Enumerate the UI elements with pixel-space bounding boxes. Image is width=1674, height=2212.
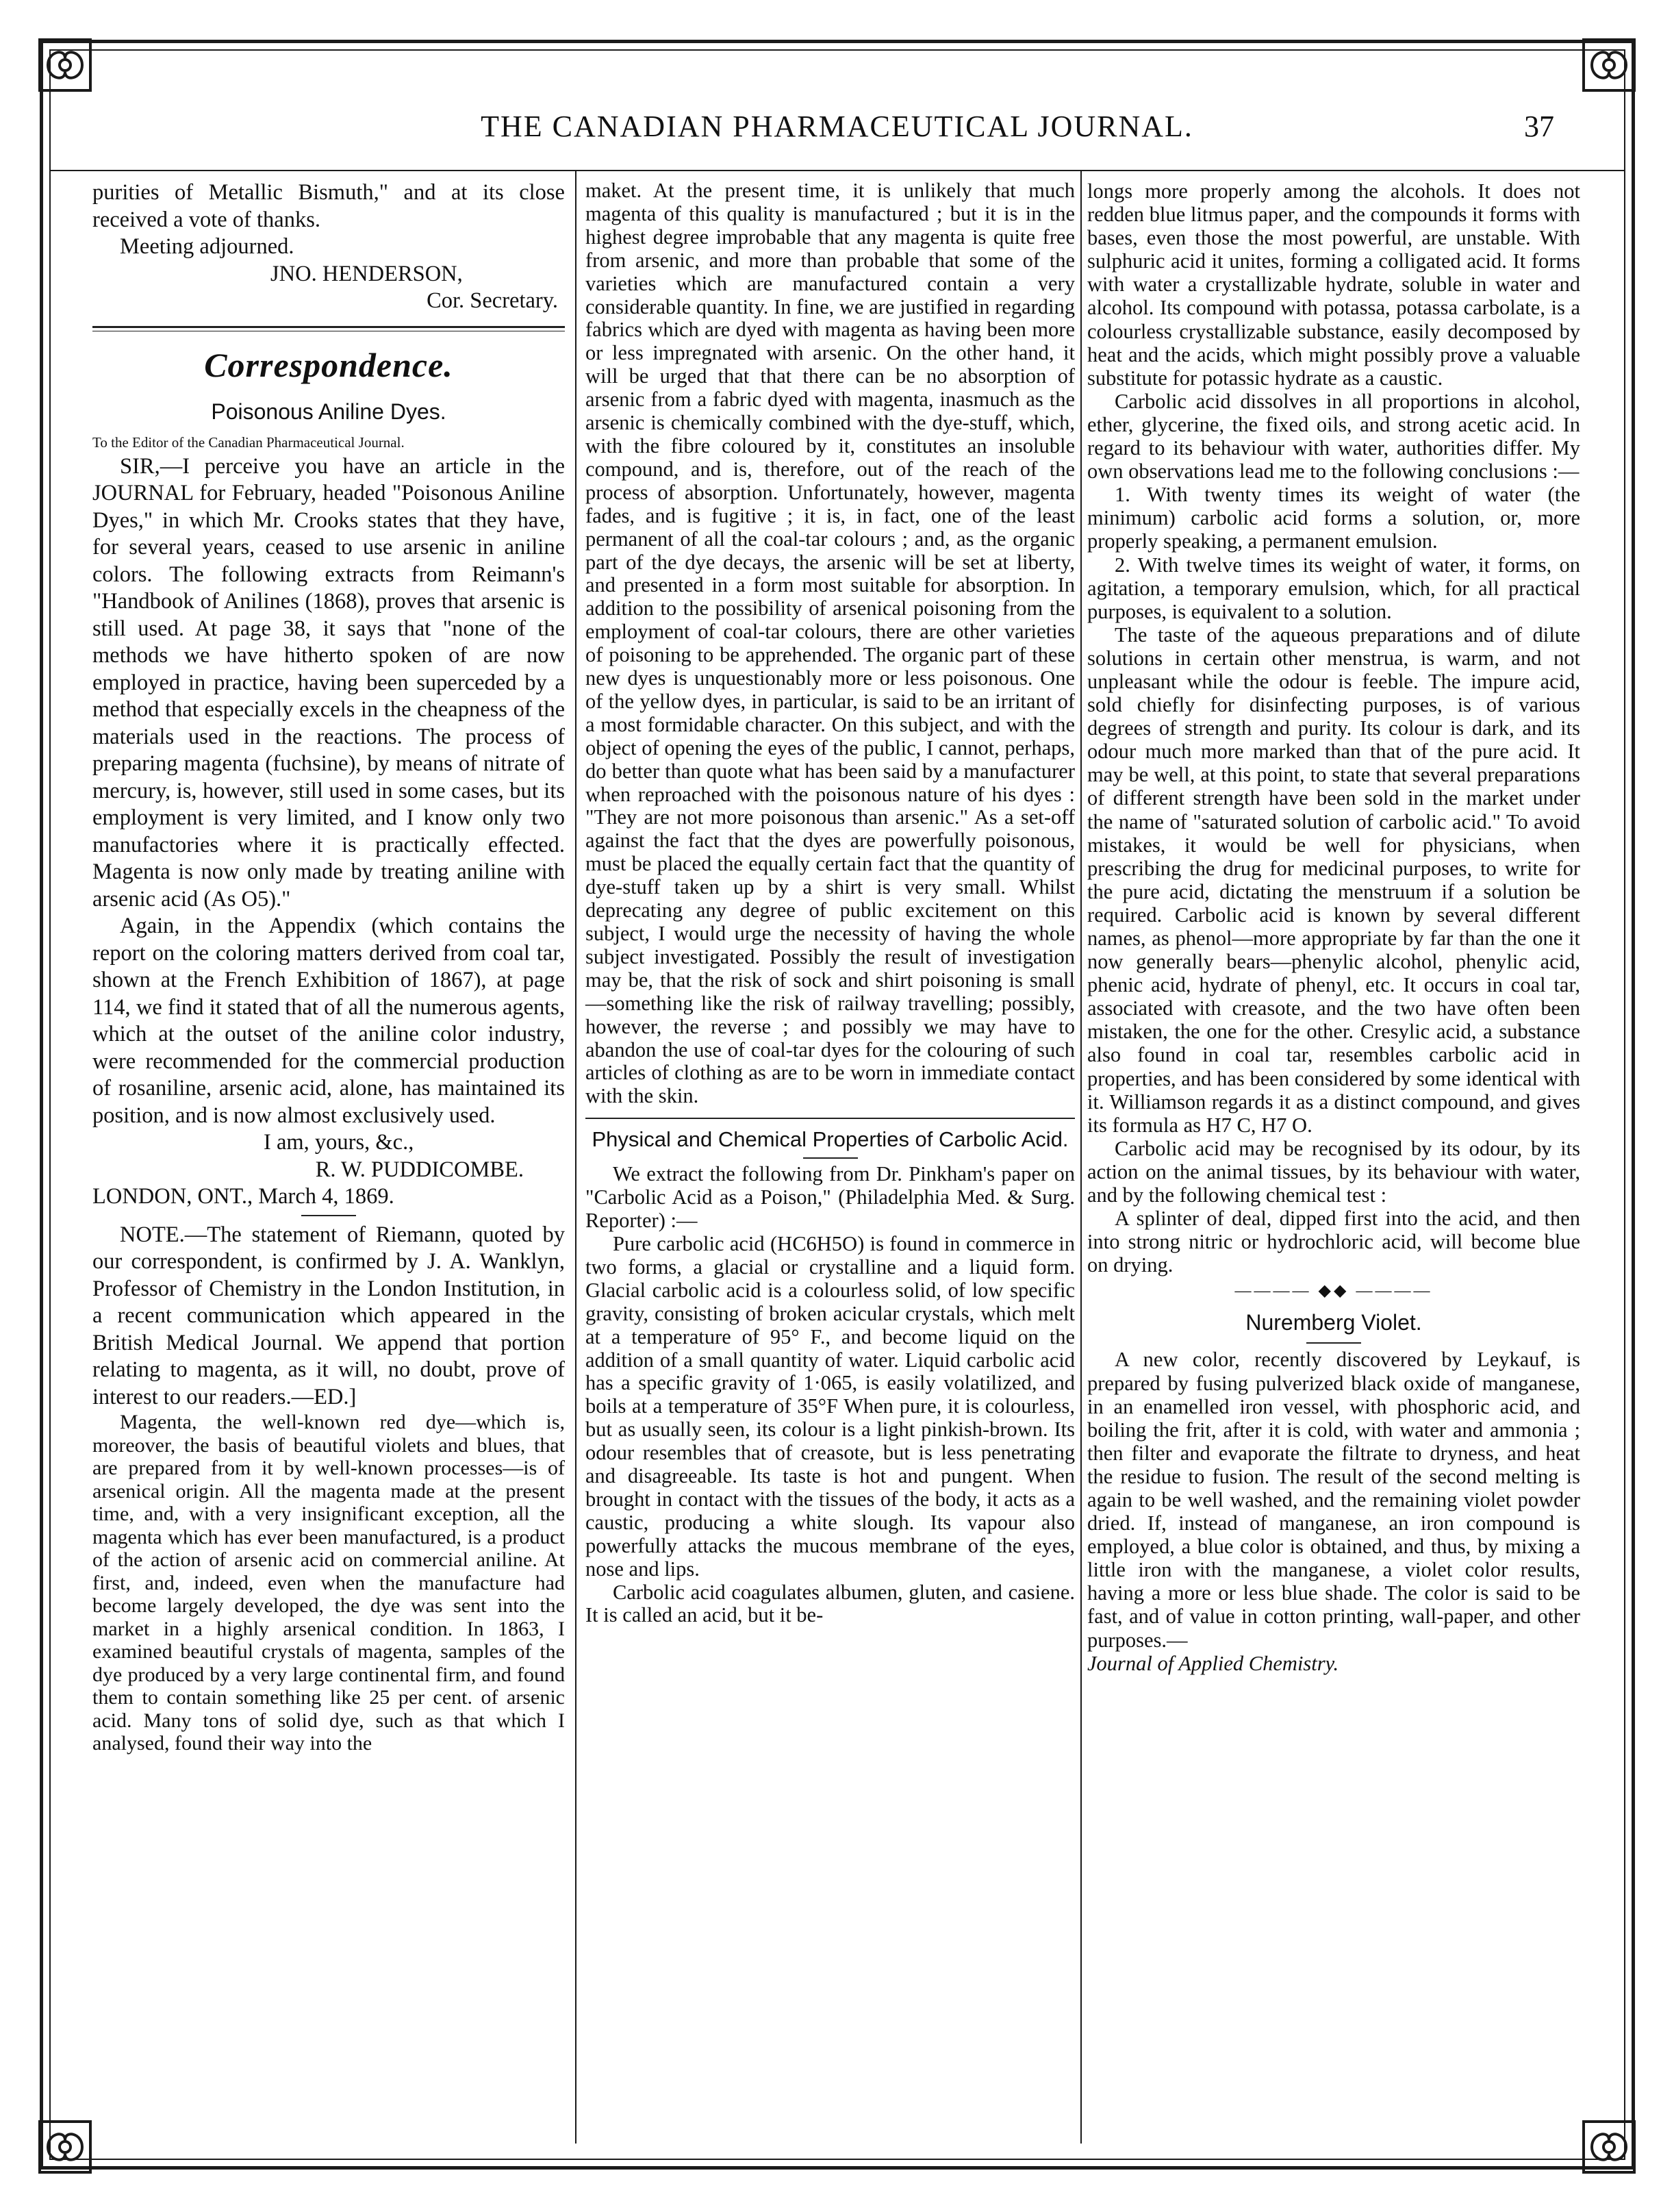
section-rule xyxy=(585,1118,1075,1119)
corner-ornament-icon xyxy=(1571,27,1647,103)
paragraph: Carbolic acid may be recognised by its odour, by its action on the animal tissues, by its behaviour with water, and by the following chemical test : xyxy=(1087,1136,1580,1207)
corner-ornament-icon xyxy=(27,27,103,103)
column-1 xyxy=(92,179,565,1755)
section-title: Correspondence. xyxy=(204,345,453,384)
column-rule xyxy=(1080,171,1082,2144)
running-head: THE CANADIAN PHARMACEUTICAL JOURNAL. xyxy=(481,110,1193,143)
article-title: Poisonous Aniline Dyes. xyxy=(211,399,446,424)
paragraph: The taste of the aqueous preparations and of dilute solutions in certain other menstrua, is warm, and not unpleasant while the odour is feeble. The impure acid, sold chiefly for disinfecting purposes, is of various degrees of strength and purity. Its colour is dark, and its odour much more marked than that of the pure acid. It may be well, at this point, to state that several preparations of different strength have been sold in the market under the name of "saturated solution of carbolic acid." To avoid mistakes, it would be well for physicians, when prescribing the drug for medicinal purposes, to write for the pure acid, dictating the menstruum if a solution be required. Carbolic acid is known by several different names, as phenol—more appropriate by far than the one it now generally bears—phenylic alcohol, phenylic acid, phenic acid, hydrate of phenyl, etc. It occurs in coal tar, associated with creasote, and the two have often been mistaken, the one for the other. Cresylic acid, a substance also found in coal tar, resembles carbolic acid in properties, and has been considered by some identical with it. Williamson regards it as a distinct compound, and gives its formula as H7 C, H7 O. xyxy=(1087,623,1580,1137)
paragraph: longs more properly among the alcohols. It does not redden blue litmus paper, and the compounds it forms with bases, even those the most powerful, are unstable. With sulphuric acid it unites, forming a colligated acid. It forms with water a crystallizable hydrate, soluble in water and alcohol. Its compound with potassa, potassa carbolate, is a colourless crystallizable substance, easily decomposed by heat and the acids, which might possibly prove a valuable substitute for potassic hydrate as a caustic. xyxy=(1087,179,1580,390)
paragraph: 2. With twelve times its weight of water, it forms, on agitation, a temporary emulsion, which, for all practical purposes, is equivalent to a solution. xyxy=(1087,553,1580,623)
closing-name: R. W. PUDDICOMBE. xyxy=(315,1157,524,1182)
short-rule xyxy=(301,1215,356,1216)
column-2 xyxy=(585,179,1075,1627)
closing-line: I am, yours, &c., xyxy=(264,1130,414,1155)
dateline: LONDON, ONT., March 4, 1869. xyxy=(92,1184,394,1209)
paragraph: Carbolic acid dissolves in all proportions in alcohol, ether, glycerine, the fixed oils, and strong acetic acid. In regard to its behaviour with water, authorities differ. My own observations lead me to the following conclusions :— xyxy=(1087,389,1580,483)
paragraph: A new color, recently discovered by Leykauf, is prepared by fusing pulverized black oxide of manganese, in an enamelled iron vessel, with phosphoric acid, and boiling the frit, after it is cold, with water and ammonia ; then filter and evaporate the filtrate to dryness, and heat the residue to fusion. The result of the second melting is again to be well washed, and the remaining violet powder dried. If, instead of manganese, an iron compound is employed, a blue color is obtained, and thus, by mixing a little iron with the manganese, a violet color results, having a more or less blue shade. The color is said to be fast, and of value in cotton printing, wall-paper, and other purposes.— xyxy=(1087,1348,1580,1652)
short-rule xyxy=(803,1157,858,1159)
paragraph: 1. With twenty times its weight of water (the minimum) carbolic acid forms a solution, or, more properly speaking, a permanent emulsion. xyxy=(1087,483,1580,553)
divider-ornament: ———— ◆◆ ———— xyxy=(1234,1282,1433,1300)
column-3 xyxy=(1087,179,1580,1675)
paragraph: purities of Metallic Bismuth," and at its close received a vote of thanks. xyxy=(92,180,565,232)
address-line: To the Editor of the Canadian Pharmaceutical Journal. xyxy=(92,433,405,451)
column-rule xyxy=(575,171,576,2144)
paragraph: SIR,—I perceive you have an article in the JOURNAL for February, headed "Poisonous Aniline Dyes," in which Mr. Crooks states that they have, for several years, ceased to use arsenic in aniline colors. The following extracts from Reimann's "Handbook of Anilines (1868), proves that arsenic is still used. At page 38, it says that "none of the methods we have hitherto spoken of are now employed in practice, having been superceded by a method that especially excels in the cheapness of the materials used in the reactions. The process of preparing magenta (fuchsine), by means of nitrate of mercury, is, however, still used in some cases, but its employment is very limited, and I know only two manufactories where it is practically effected. Magenta is now only made by treating aniline with arsenic acid (As O5)." xyxy=(92,453,565,912)
page-number: 37 xyxy=(1524,110,1554,143)
corner-ornament-icon xyxy=(27,2109,103,2185)
paragraph: Magenta, the well-known red dye—which is, moreover, the basis of beautiful violets and blues, that are prepared from it by well-known processes—is of arsenical origin. All the magenta made at the present time, and, with a very insignificant exception, all the magenta which has ever been manufactured, is a product of the action of arsenic acid on commercial aniline. At first, and, indeed, even when the manufacture had become largely developed, the dye was sent into the market in a highly arsenical condition. In 1863, I examined beautiful crystals of magenta, samples of the dye produced by a very large continental firm, and found them to contain something like 25 per cent. of arsenic acid. Many tons of solid dye, such as that which I analysed, found their way into the xyxy=(92,1411,565,1755)
short-rule xyxy=(1306,1342,1361,1344)
corner-ornament-icon xyxy=(1571,2109,1647,2185)
paragraph: Carbolic acid coagulates albumen, gluten, and casiene. It is called an acid, but it be- xyxy=(585,1580,1075,1627)
section-rule xyxy=(92,326,565,331)
paragraph: Again, in the Appendix (which contains the report on the coloring matters derived from coal tar, shown at the French Exhibition of 1867), at page 114, we find it stated that of all the numerous agents, which at the outset of the aniline color industry, were recommended for the commercial production of rosaniline, arsenic acid, alone, has maintained its position, and is now almost exclusively used. xyxy=(92,914,565,1128)
paragraph: Pure carbolic acid (HC6H5O) is found in commerce in two forms, a glacial or crystalline and a liquid form. Glacial carbolic acid is a colourless solid, of low specific gravity, consisting of broken acicular crystals, which melt at a temperature of 95° F., and become liquid on the addition of a small quantity of water. Liquid carbolic acid has a specific gravity of 1·065, is easily volatilized, and boils at a temperature of 35°F When pure, it is colourless, but as usually seen, its colour is a light pinkish-brown. Its odour resembles that of creasote, but is less penetrating and disagreeable. Its taste is hot and pungent. When brought in contact with the tissues of the body, it acts as a caustic, producing a white slough. Its vapour also powerfully attacks the mucous membrane of the eyes, nose and lips. xyxy=(585,1231,1075,1581)
intro-paragraph: We extract the following from Dr. Pinkham's paper on "Carbolic Acid as a Poison," (Philadelphia Med. & Surg. Reporter) :— xyxy=(585,1162,1075,1233)
article-title: Nuremberg Violet. xyxy=(1245,1310,1422,1335)
paragraph: maket. At the present time, it is unlikely that much magenta of this quality is manufactured ; but it is in the highest degree improbable that any magenta is quite free from arsenic, and more than probable that some of the varieties which are manufactured contain a very considerable quantity. In fine, we are justified in regarding fabrics which are dyed with magenta as having been more or less impregnated with arsenic. On the other hand, it will be urged that that there can be no absorption of arsenic from a fabric dyed with magenta, inasmuch as the arsenic is chemically combined with the dye-stuff, which, with the fibre coloured by it, constitutes an insoluble compound, and is, therefore, out of the reach of the process of absorption. Unfortunately, however, magenta fades, and is fugitive ; it is, in fact, one of the least permanent of all the coal-tar colours ; and, as the organic part of the dye decays, the arsenic will be set at liberty, and presented in a form most suitable for absorption. In addition to the possibility of arsenical poisoning from the employment of coal-tar colours, there are other varieties of poisoning to be apprehended. The organic part of these new dyes is unquestionably more or less poisonous. One of the yellow dyes, in particular, is said to be an irritant of a most formidable character. On this subject, and with the object of opening the eyes of the public, I cannot, perhaps, do better than quote what has been said by a manufacturer when reproached with the poisonous nature of his dyes : "They are not more poisonous than arsenic." As a set-off against the fact that the dyes are powerfully poisonous, must be placed the equally certain fact that the quantity of dye-stuff taken up by a shirt is very small. Whilst deprecating any degree of public excitement on this subject, I would urge the necessity of having the whole subject investigated. Possibly the result of investigation may be, that the risk of sock and shirt poisoning is small—something like the risk of railway travelling; possibly, however, the reverse ; and possibly we may have to abandon the use of coal-tar dyes for the colouring of such articles of clothing as are to be worn in immediate contact with the skin. xyxy=(585,179,1075,1108)
header-rule xyxy=(49,170,1625,171)
paragraph: A splinter of deal, dipped first into the acid, and then into strong nitric or hydrochloric acid, will become blue on drying. xyxy=(1087,1207,1580,1277)
meeting-adjourned: Meeting adjourned. xyxy=(120,234,294,259)
source-citation: Journal of Applied Chemistry. xyxy=(1087,1651,1339,1675)
editor-note: NOTE.—The statement of Riemann, quoted by our correspondent, is confirmed by J. A. Wanklyn, Professor of Chemistry in the London Institution, in a recent communication which appeared in the British Medical Journal. We append that portion relating to magenta, as it will, no doubt, prove of interest to our readers.—ED.] xyxy=(92,1222,565,1409)
signature-name: JNO. HENDERSON, xyxy=(270,261,463,286)
article-title: Physical and Chemical Properties of Carbolic Acid. xyxy=(592,1127,1069,1152)
signature-title: Cor. Secretary. xyxy=(427,288,558,313)
